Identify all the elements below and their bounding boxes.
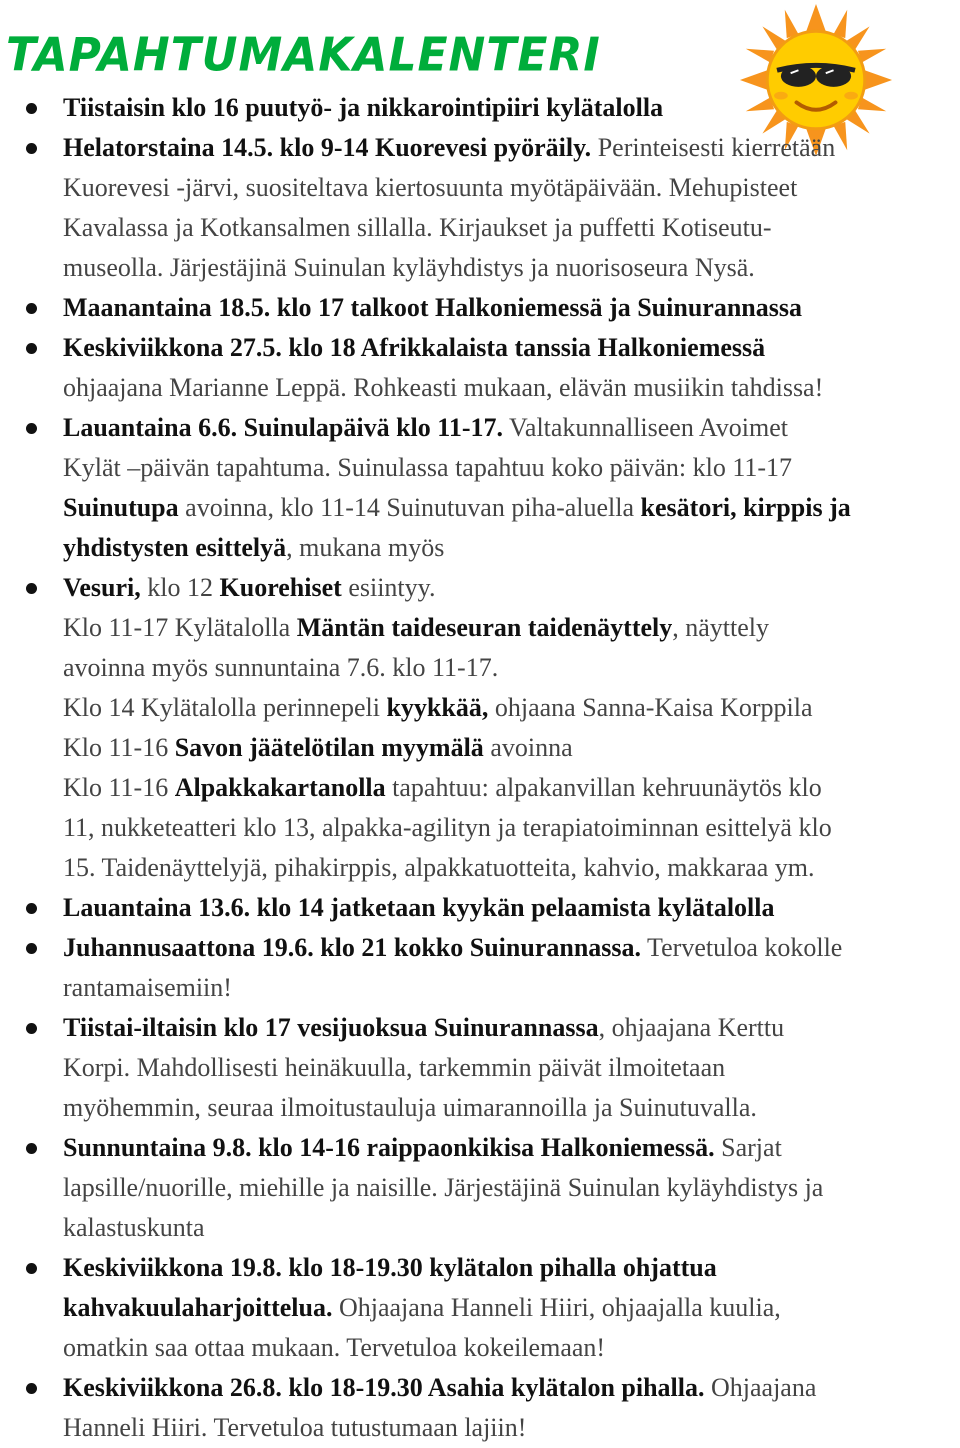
page-title: TAPAHTUMAKALENTERI: [6, 28, 601, 83]
bullet-icon: [26, 1143, 37, 1154]
bullet-icon: [26, 143, 37, 154]
bullet-icon: [26, 943, 37, 954]
event-item: Lauantaina 13.6. klo 14 jatketaan kyykän pelaamista kylätalolla: [0, 888, 960, 928]
bullet-icon: [26, 1263, 37, 1274]
event-item: Keskiviikkona 19.8. klo 18-19.30 kylätalon pihalla ohjattua kahvakuulaharjoittelua. Ohjaajana Hanneli Hiiri, ohjaajalla kuulia, omatkin saa ottaa mukaan. Tervetuloa kokeilemaan!: [0, 1248, 960, 1368]
bullet-icon: [26, 583, 37, 594]
bullet-icon: [26, 903, 37, 914]
bullet-icon: [26, 103, 37, 114]
event-item: Keskiviikkona 26.8. klo 18-19.30 Asahia kylätalon pihalla. Ohjaajana Hanneli Hiiri. Tervetuloa tutustumaan lajiin!: [0, 1368, 960, 1448]
bullet-icon: [26, 423, 37, 434]
event-item: Juhannusaattona 19.6. klo 21 kokko Suinurannassa. Tervetuloa kokolle rantamaisemiin!: [0, 928, 960, 1008]
event-item: Tiistai-iltaisin klo 17 vesijuoksua Suinurannassa, ohjaajana Kerttu Korpi. Mahdollisesti heinäkuulla, tarkemmin päivät ilmoitetaan myöhemmin, seuraa ilmoitustauluja uimarannoilla ja Suinutuvalla.: [0, 1008, 960, 1128]
bullet-icon: [26, 1383, 37, 1394]
event-item: Maanantaina 18.5. klo 17 talkoot Halkoniemessä ja Suinurannassa: [0, 288, 960, 328]
event-item: Helatorstaina 14.5. klo 9-14 Kuorevesi pyöräily. Perinteisesti kierretään Kuorevesi -järvi, suositeltava kiertosuunta myötäpäivään. Mehupisteet Kavalassa ja Kotkansalmen sillalla. Kirjaukset ja puffetti Kotiseutu- museolla. Järjestäjinä Suinulan kyläyhdistys ja nuorisoseura Nysä.: [0, 128, 960, 288]
event-item: Tiistaisin klo 16 puutyö- ja nikkarointipiiri kylätalolla: [0, 88, 960, 128]
bullet-icon: [26, 303, 37, 314]
bullet-icon: [26, 1023, 37, 1034]
event-item: Sunnuntaina 9.8. klo 14-16 raippaonkikisa Halkoniemessä. Sarjat lapsille/nuorille, miehille ja naisille. Järjestäjinä Suinulan kyläyhdistys ja kalastuskunta: [0, 1128, 960, 1248]
event-item: Lauantaina 6.6. Suinulapäivä klo 11-17. Valtakunnalliseen Avoimet Kylät –päivän tapahtuma. Suinulassa tapahtuu koko päivän: klo 11-17 Suinutupa avoinna, klo 11-14 Suinutuvan piha-aluella kesätori, kirppis ja yhdistysten esittelyä, mukana myös: [0, 408, 960, 568]
event-item: Keskiviikkona 27.5. klo 18 Afrikkalaista tanssia Halkoniemessä ohjaajana Marianne Leppä. Rohkeasti mukaan, elävän musiikin tahdissa!: [0, 328, 960, 408]
bullet-icon: [26, 343, 37, 354]
event-list: [0, 88, 960, 1448]
event-item: Vesuri, klo 12 Kuorehiset esiintyy. Klo 11-17 Kylätalolla Mäntän taideseuran taidenäyttely, näyttely avoinna myös sunnuntaina 7.6. klo 11-17. Klo 14 Kylätalolla perinnepeli kyykkää, ohjaana Sanna-Kaisa Korppila Klo 11-16 Savon jäätelötilan myymälä avoinna Klo 11-16 Alpakkakartanolla tapahtuu: alpakanvillan kehruunäytös klo 11, nukketeatteri klo 13, alpakka-agilityn ja terapiatoiminnan esittelyä klo 15. Taidenäyttelyjä, pihakirppis, alpakkatuotteita, kahvio, makkaraa ym.: [0, 568, 960, 888]
